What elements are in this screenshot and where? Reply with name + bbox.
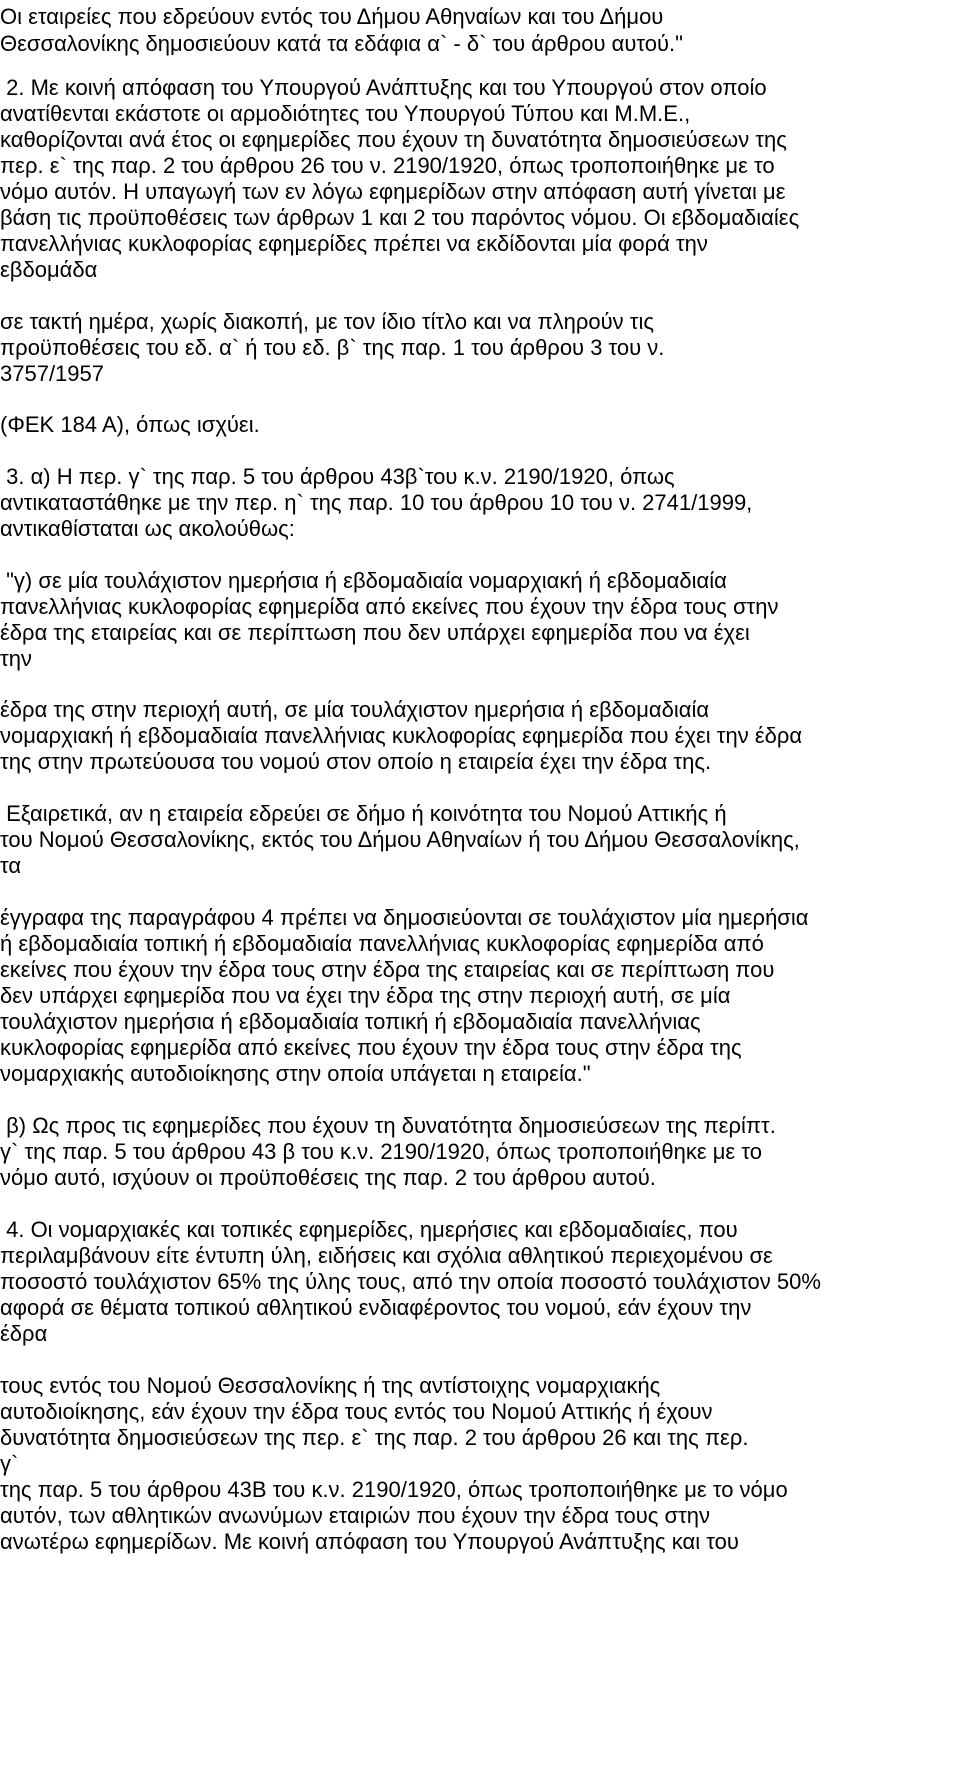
text-line: νομαρχιακής αυτοδιοίκησης στην οποία υπάγεται η εταιρεία." xyxy=(0,1061,591,1086)
text-line: ανατίθενται εκάστοτε οι αρμοδιότητες του Υπουργού Τύπου και Μ.Μ.Ε., xyxy=(0,101,691,126)
text-line: πανελλήνιας κυκλοφορίας εφημερίδες πρέπει να εκδίδονται μία φορά την xyxy=(0,231,708,256)
text-line: Εξαιρετικά, αν η εταιρεία εδρεύει σε δήμο ή κοινότητα του Νομού Αττικής ή xyxy=(0,801,727,826)
text-line: έδρα της εταιρείας και σε περίπτωση που δεν υπάρχει εφημερίδα που να έχει xyxy=(0,620,750,645)
text-line: β) Ως προς τις εφημερίδες που έχουν τη δυνατότητα δημοσιεύσεων της περίπτ. xyxy=(0,1113,776,1138)
text-line: 4. Οι νομαρχιακές και τοπικές εφημερίδες, ημερήσιες και εβδομαδιαίες, που xyxy=(0,1217,738,1242)
text-line: έδρα της στην περιοχή αυτή, σε μία τουλάχιστον ημερήσια ή εβδομαδιαία xyxy=(0,697,710,722)
text-line: 3. α) Η περ. γ` της παρ. 5 του άρθρου 43β`του κ.ν. 2190/1920, όπως xyxy=(0,464,675,489)
text-line: νομαρχιακή ή εβδομαδιαία πανελλήνιας κυκλοφορίας εφημερίδα που έχει την έδρα xyxy=(0,723,803,748)
text-line: αφορά σε θέματα τοπικού αθλητικού ενδιαφέροντος του νομού, εάν έχουν την xyxy=(0,1295,752,1320)
text-line: "γ) σε μία τουλάχιστον ημερήσια ή εβδομαδιαία νομαρχιακή ή εβδομαδιαία xyxy=(0,568,727,593)
text-line: έγγραφα της παραγράφου 4 πρέπει να δημοσιεύονται σε τουλάχιστον μία ημερήσια xyxy=(0,905,809,930)
text-line: τους εντός του Νομού Θεσσαλονίκης ή της αντίστοιχης νομαρχιακής xyxy=(0,1373,661,1398)
text-line: αντικαταστάθηκε με την περ. η` της παρ. 10 του άρθρου 10 του ν. 2741/1999, xyxy=(0,490,753,515)
text-line: δεν υπάρχει εφημερίδα που να έχει την έδρα της στην περιοχή αυτή, σε μία xyxy=(0,983,731,1008)
text-line: (ΦΕΚ 184 Α), όπως ισχύει. xyxy=(0,412,260,437)
text-line: προϋποθέσεις του εδ. α` ή του εδ. β` της παρ. 1 του άρθρου 3 του ν. xyxy=(0,335,665,360)
text-line: καθορίζονται ανά έτος οι εφημερίδες που έχουν τη δυνατότητα δημοσιεύσεων της xyxy=(0,127,787,152)
text-line: αυτοδιοίκησης, εάν έχουν την έδρα τους εντός του Νομού Αττικής ή έχουν xyxy=(0,1399,713,1424)
text-line: δυνατότητα δημοσιεύσεων της περ. ε` της παρ. 2 του άρθρου 26 και της περ. xyxy=(0,1425,749,1450)
text-line: αυτόν, των αθλητικών ανωνύμων εταιριών που έχουν την έδρα τους στην xyxy=(0,1503,711,1528)
text-line: γ` xyxy=(0,1451,19,1476)
text-line: κυκλοφορίας εφημερίδα από εκείνες που έχουν την έδρα τους στην έδρα της xyxy=(0,1035,742,1060)
text-line: ποσοστό τουλάχιστον 65% της ύλης τους, από την οποία ποσοστό τουλάχιστον 50% xyxy=(0,1269,821,1294)
text-line: τουλάχιστον ημερήσια ή εβδομαδιαία τοπική ή εβδομαδιαία πανελλήνιας xyxy=(0,1009,701,1034)
text-line: την xyxy=(0,646,32,671)
text-line: έδρα xyxy=(0,1321,48,1346)
text-line: αντικαθίσταται ως ακολούθως: xyxy=(0,516,295,541)
text-line: τα xyxy=(0,853,22,878)
text-line: νόμο αυτόν. Η υπαγωγή των εν λόγω εφημερίδων στην απόφαση αυτή γίνεται με xyxy=(0,179,786,204)
text-line: Οι εταιρείες που εδρεύουν εντός του Δήμου Αθηναίων και του Δήμου xyxy=(0,4,664,29)
text-line: της παρ. 5 του άρθρου 43Β του κ.ν. 2190/1920, όπως τροποποιήθηκε με το νόμο xyxy=(0,1477,788,1502)
text-line: του Νομού Θεσσαλονίκης, εκτός του Δήμου Αθηναίων ή του Δήμου Θεσσαλονίκης, xyxy=(0,827,800,852)
text-line: ανωτέρω εφημερίδων. Με κοινή απόφαση του Υπουργού Ανάπτυξης και του xyxy=(0,1529,739,1554)
text-line: γ` της παρ. 5 του άρθρου 43 β του κ.ν. 2190/1920, όπως τροποποιήθηκε με το xyxy=(0,1139,762,1164)
text-line: Θεσσαλονίκης δημοσιεύουν κατά τα εδάφια α` - δ` του άρθρου αυτού." xyxy=(0,31,683,56)
text-line: σε τακτή ημέρα, χωρίς διακοπή, με τον ίδιο τίτλο και να πληρούν τις xyxy=(0,309,654,334)
text-line: 3757/1957 xyxy=(0,361,104,386)
text-line: πανελλήνιας κυκλοφορίας εφημερίδα από εκείνες που έχουν την έδρα τους στην xyxy=(0,594,779,619)
text-line: βάση τις προϋποθέσεις των άρθρων 1 και 2 του παρόντος νόμου. Οι εβδομαδιαίες xyxy=(0,205,800,230)
text-line: 2. Με κοινή απόφαση του Υπουργού Ανάπτυξης και του Υπουργού στον οποίο xyxy=(0,75,767,100)
text-line: της στην πρωτεύουσα του νομού στον οποίο η εταιρεία έχει την έδρα της. xyxy=(0,749,712,774)
text-line: ή εβδομαδιαία τοπική ή εβδομαδιαία πανελλήνιας κυκλοφορίας εφημερίδα από xyxy=(0,931,764,956)
text-line: εκείνες που έχουν την έδρα τους στην έδρα της εταιρείας και σε περίπτωση που xyxy=(0,957,775,982)
text-line: εβδομάδα xyxy=(0,257,98,282)
text-line: περ. ε` της παρ. 2 του άρθρου 26 του ν. 2190/1920, όπως τροποποιήθηκε με το xyxy=(0,153,775,178)
text-line: περιλαμβάνουν είτε έντυπη ύλη, ειδήσεις και σχόλια αθλητικού περιεχομένου σε xyxy=(0,1243,773,1268)
text-line: νόμο αυτό, ισχύουν οι προϋποθέσεις της παρ. 2 του άρθρου αυτού. xyxy=(0,1165,656,1190)
